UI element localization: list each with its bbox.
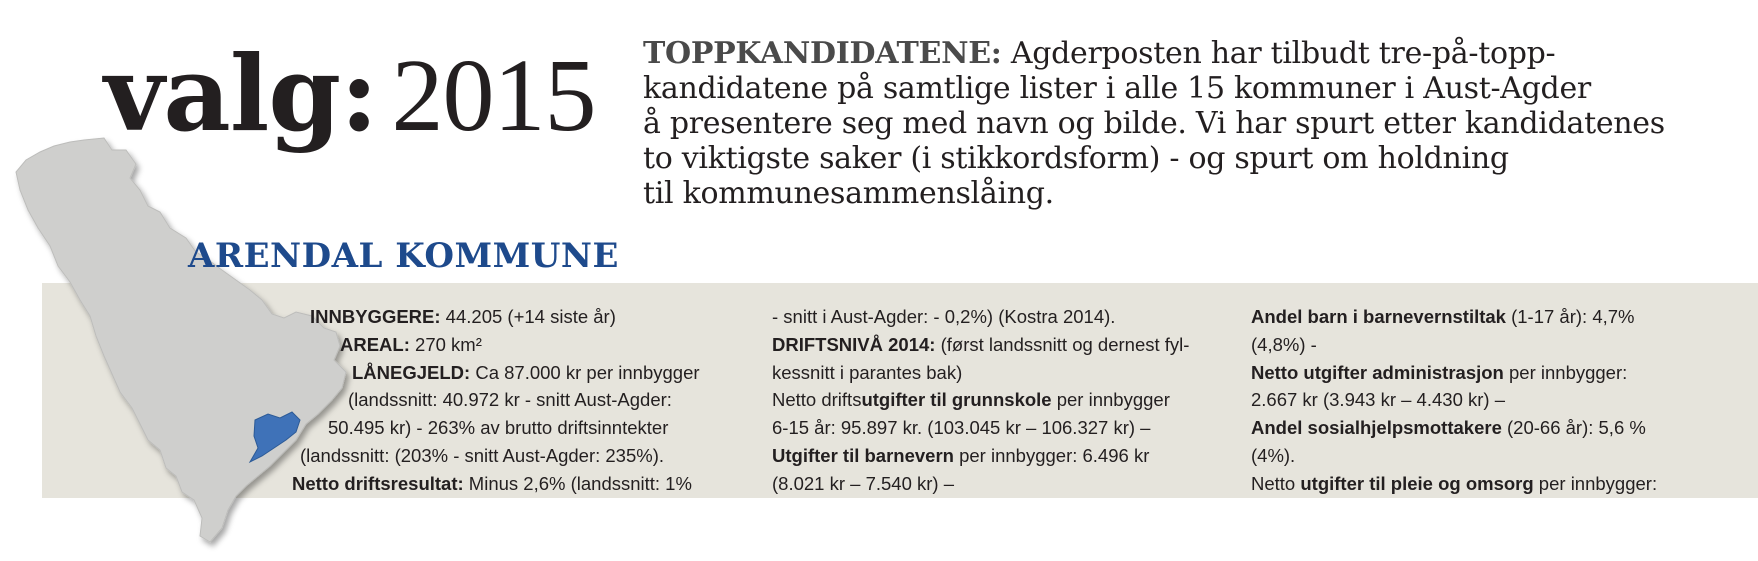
fact-text: - snitt i Aust-Agder: - 0,2%) (Kostra 2014). <box>772 306 1116 327</box>
title-year: 2015 <box>391 38 596 153</box>
fact-line <box>1251 414 1731 442</box>
fact-line <box>290 386 760 414</box>
fact-line <box>290 414 760 442</box>
kommune-heading: ARENDAL KOMMUNE <box>188 236 619 276</box>
fact-value: Ca 87.000 kr per innbygger <box>470 361 700 383</box>
fact-text: Netto <box>1251 472 1301 494</box>
fact-line <box>290 470 760 498</box>
fact-text: (4,8%) - <box>1251 333 1317 355</box>
intro-line: kandidatene på samtlige lister i alle 15 kommuner i Aust-Agder <box>643 71 1591 106</box>
facts-column-3 <box>1251 303 1731 498</box>
fact-text: 6-15 år: 95.897 kr. (103.045 kr – 106.327 kr) – <box>772 417 1151 439</box>
intro-lead: TOPPKANDIDATENE: <box>643 36 1002 71</box>
fact-line <box>772 470 1232 498</box>
fact-label: AREAL: <box>340 333 410 355</box>
fact-line <box>1251 470 1731 498</box>
fact-label: Netto driftsresultat: <box>292 472 464 494</box>
fact-line <box>290 359 760 387</box>
fact-line <box>772 359 1232 387</box>
fact-text: Netto drifts <box>772 389 862 411</box>
fact-text: kessnitt i parantes bak) <box>772 361 963 383</box>
fact-label: Utgifter til barnevern <box>772 444 954 466</box>
fact-text: per innbygger <box>1051 389 1170 411</box>
fact-line <box>1251 359 1731 387</box>
fact-value: (landssnitt: 40.972 kr - snitt Aust-Agder: <box>348 389 672 411</box>
intro-text <box>643 36 1743 211</box>
fact-text: (1-17 år): 4,7% <box>1505 306 1635 327</box>
fact-line <box>290 331 760 359</box>
title-word: valg: <box>104 32 378 155</box>
intro-line: to viktigste saker (i stikkordsform) - og spurt om holdning <box>643 141 1509 176</box>
fact-line <box>772 386 1232 414</box>
fact-text: (først landssnitt og dernest fyl- <box>935 333 1190 355</box>
page-title <box>104 32 596 155</box>
fact-line <box>772 303 1232 331</box>
fact-line <box>772 442 1232 470</box>
fact-line <box>290 442 760 470</box>
fact-label: INNBYGGERE: <box>310 306 441 327</box>
fact-line <box>1251 303 1731 331</box>
fact-value: (landssnitt: (203% - snitt Aust-Agder: 235%). <box>300 444 665 466</box>
fact-value: 50.495 kr) - 263% av brutto driftsinntekter <box>328 417 669 439</box>
fact-value: 44.205 (+14 siste år) <box>440 306 616 327</box>
fact-line <box>290 303 760 331</box>
facts-column-2 <box>772 303 1232 498</box>
fact-text: (8.021 kr – 7.540 kr) – <box>772 472 955 494</box>
facts-column-1 <box>290 303 760 498</box>
fact-label: DRIFTSNIVÅ 2014: <box>772 333 936 355</box>
fact-label: Netto utgifter administrasjon <box>1251 361 1504 383</box>
fact-label: utgifter til pleie og omsorg <box>1300 472 1534 494</box>
fact-label: utgifter til grunnskole <box>861 389 1052 411</box>
fact-text: per innbygger: 6.496 kr <box>953 444 1150 466</box>
fact-text: (20-66 år): 5,6 % <box>1501 417 1646 439</box>
fact-line <box>1251 386 1731 414</box>
fact-text: (4%). <box>1251 444 1296 466</box>
fact-line <box>772 331 1232 359</box>
fact-label: Andel sosialhjelpsmottakere <box>1251 417 1502 439</box>
fact-text: 2.667 kr (3.943 kr – 4.430 kr) – <box>1251 389 1505 411</box>
fact-label: LÅNEGJELD: <box>352 361 471 383</box>
fact-value: 270 km² <box>409 333 482 355</box>
fact-text: per innbygger: <box>1533 472 1658 494</box>
fact-value: Minus 2,6% (landssnitt: 1% <box>463 472 692 494</box>
intro-line: Agderposten har tilbudt tre-på-topp- <box>1001 36 1556 71</box>
fact-line <box>772 414 1232 442</box>
fact-text: per innbygger: <box>1503 361 1628 383</box>
fact-line <box>1251 442 1731 470</box>
fact-label: Andel barn i barnevernstiltak <box>1251 306 1506 327</box>
fact-line <box>1251 331 1731 359</box>
intro-line: å presentere seg med navn og bilde. Vi har spurt etter kandidatenes <box>643 106 1665 141</box>
intro-line: til kommunesammenslåing. <box>643 176 1054 211</box>
